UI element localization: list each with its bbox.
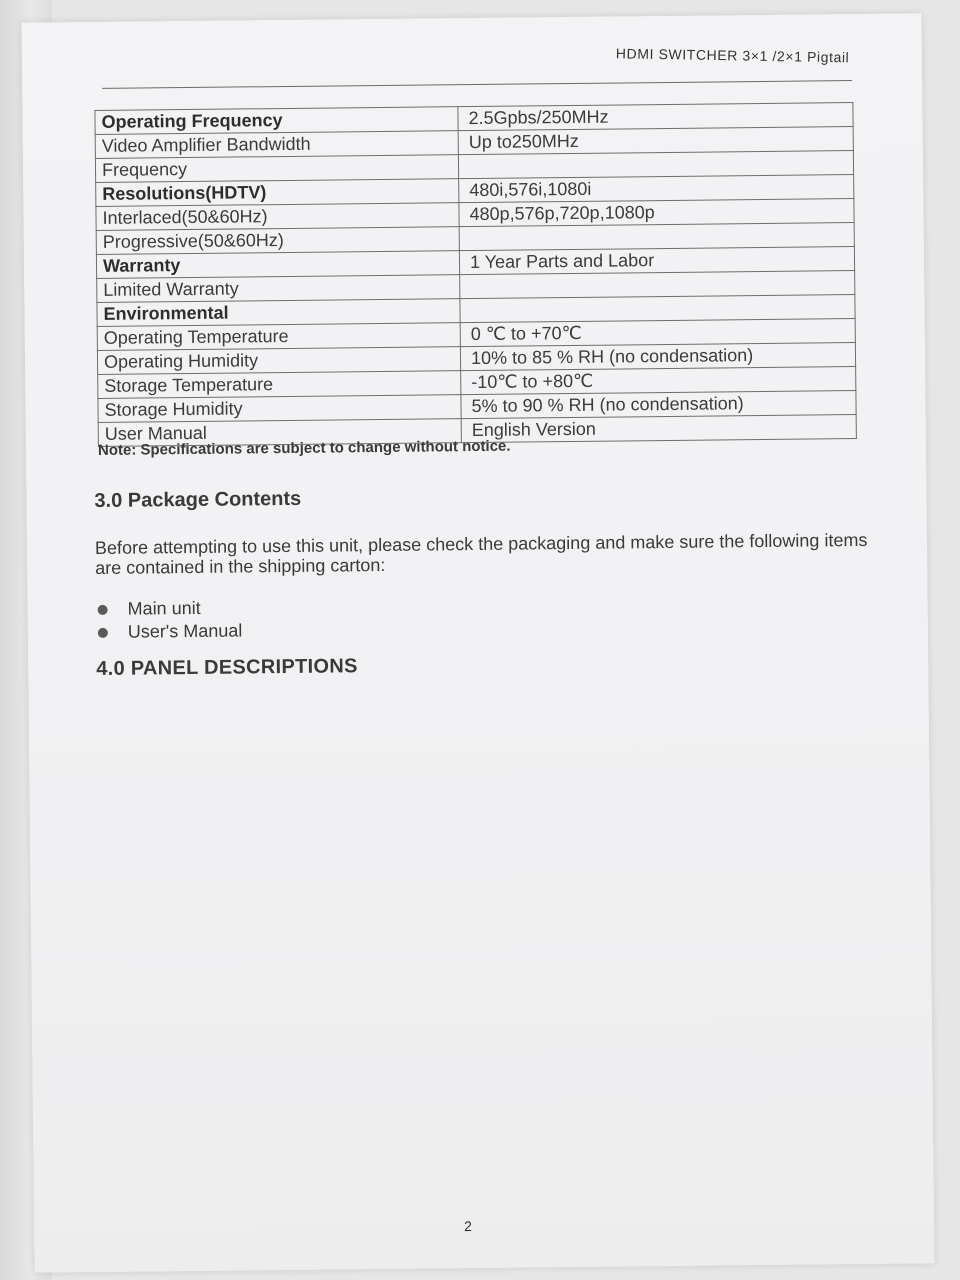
spec-label: User Manual — [98, 419, 461, 447]
spec-label: Storage Humidity — [98, 395, 461, 423]
spec-label: Warranty — [96, 251, 459, 279]
spec-label: Operating Temperature — [97, 323, 460, 351]
spec-value: 10% to 85 % RH (no condensation) — [460, 343, 855, 371]
spec-label: Operating Frequency — [95, 107, 458, 135]
package-contents-heading: 3.0 Package Contents — [94, 487, 302, 513]
specifications-note: Note: Specifications are subject to change without notice. — [97, 437, 511, 459]
spec-value: 0 ℃ to +70℃ — [460, 319, 855, 347]
header-divider — [102, 80, 852, 89]
spec-value: Up to250MHz — [458, 127, 853, 155]
spec-value: 5% to 90 % RH (no condensation) — [461, 391, 856, 419]
spec-label: Storage Temperature — [98, 371, 461, 399]
list-item — [96, 619, 243, 644]
package-contents-intro: Before attempting to use this unit, please check the packaging and make sure the following items are contained in the shipping carton: — [94, 529, 868, 579]
manual-page — [21, 13, 934, 1272]
spec-label: Frequency — [95, 155, 458, 183]
list-item-label: Main unit — [127, 597, 201, 619]
spec-label: Environmental — [97, 299, 460, 327]
package-contents-list — [96, 596, 243, 644]
page-number: 2 — [464, 1218, 472, 1235]
spec-value: -10℃ to +80℃ — [461, 367, 856, 395]
list-item-label: User's Manual — [127, 620, 243, 642]
specifications-table — [94, 102, 856, 447]
spec-value: 2.5Gpbs/250MHz — [458, 103, 853, 131]
spec-label: Resolutions(HDTV) — [96, 179, 459, 207]
bullet-icon — [98, 628, 108, 638]
spec-label: Interlaced(50&60Hz) — [96, 203, 459, 231]
spec-value: 1 Year Parts and Labor — [459, 247, 854, 275]
spec-label: Progressive(50&60Hz) — [96, 227, 459, 255]
panel-descriptions-heading: 4.0 PANEL DESCRIPTIONS — [96, 655, 358, 680]
header-title: HDMI SWITCHER 3×1 /2×1 Pigtail — [616, 45, 850, 66]
spec-label: Operating Humidity — [97, 347, 460, 375]
spec-value: 480p,576p,720p,1080p — [459, 199, 854, 227]
spec-label: Limited Warranty — [97, 275, 460, 303]
list-item — [96, 596, 243, 621]
spec-value: English Version — [461, 415, 856, 443]
spec-value: 480i,576i,1080i — [459, 175, 854, 203]
spec-label: Video Amplifier Bandwidth — [95, 131, 458, 159]
bullet-icon — [98, 605, 108, 615]
